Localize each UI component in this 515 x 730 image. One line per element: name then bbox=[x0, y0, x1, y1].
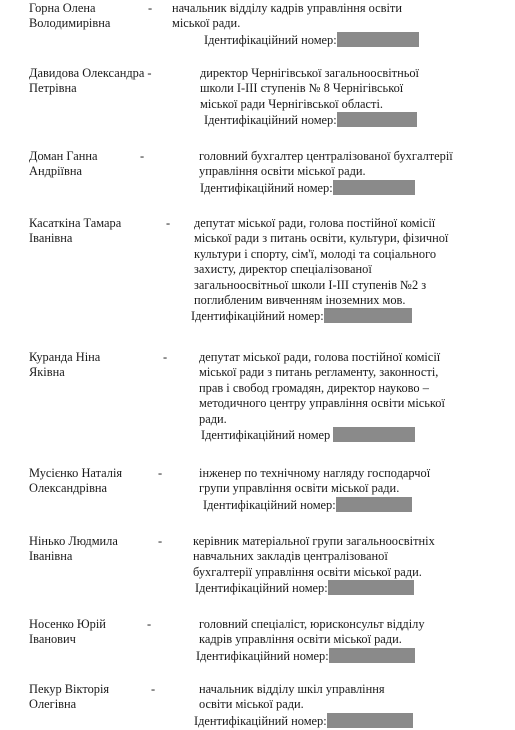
id-number-line bbox=[194, 713, 413, 729]
person-name bbox=[29, 682, 169, 713]
description-line: інженер по технічному нагляду господарчої bbox=[199, 466, 431, 480]
person-name bbox=[29, 350, 169, 381]
description-line: захисту, директор спеціалізованої bbox=[194, 262, 372, 277]
description-line: прав і свобод громадян, директор науково – bbox=[199, 380, 429, 395]
redaction-box bbox=[327, 713, 413, 728]
person-patronymic: Іванівна bbox=[29, 549, 73, 564]
id-number-label: Ідентифікаційний номер: bbox=[194, 713, 327, 728]
description-line: міської ради з питань регламенту, законності, bbox=[199, 365, 439, 380]
description-line: навчальних закладів централізованої bbox=[193, 549, 388, 564]
description-line: школи І-ІІІ ступенів № 8 Чернігівської bbox=[200, 81, 404, 96]
id-number-label: Ідентифікаційний номер: bbox=[200, 180, 333, 195]
id-number-line bbox=[196, 648, 425, 664]
person-patronymic: Андріївна bbox=[29, 164, 82, 179]
redaction-box bbox=[336, 497, 412, 512]
position-description bbox=[191, 216, 449, 325]
separator-dash: - bbox=[158, 534, 163, 548]
person-name bbox=[29, 149, 169, 180]
description-line: ради. bbox=[199, 411, 227, 426]
redaction-box bbox=[333, 427, 415, 442]
person-surname-given: Пекур Вікторія bbox=[29, 682, 110, 696]
person-surname-given: Куранда Ніна bbox=[29, 350, 101, 364]
separator-dash: - bbox=[151, 682, 156, 696]
position-description bbox=[193, 534, 435, 597]
description-line: поглибленим вивченням іноземних мов. bbox=[194, 293, 406, 308]
description-line: управління освіти міської ради. bbox=[199, 164, 366, 179]
redaction-box bbox=[324, 308, 412, 323]
redaction-box bbox=[337, 32, 419, 47]
description-line: начальник відділу шкіл управління bbox=[199, 682, 385, 696]
description-line: керівник матеріальної групи загальноосвітніх bbox=[193, 534, 435, 548]
person-surname-given: Давидова Олександра - bbox=[29, 66, 152, 80]
person-surname-given: Мусієнко Наталія bbox=[29, 466, 123, 480]
person-name bbox=[29, 216, 169, 247]
description-line: міської ради з питань освіти, культури, фізичної bbox=[194, 231, 449, 246]
position-description bbox=[172, 1, 419, 48]
person-surname-given: Носенко Юрій bbox=[29, 617, 106, 631]
person-name bbox=[29, 66, 169, 97]
person-name bbox=[29, 466, 169, 497]
id-number-label: Ідентифікаційний номер: bbox=[204, 32, 337, 47]
person-patronymic: Іванівна bbox=[29, 231, 73, 246]
person-name bbox=[29, 534, 169, 565]
description-line: головний бухгалтер централізованої бухгалтерії bbox=[199, 149, 453, 163]
person-surname-given: Горна Олена bbox=[29, 1, 96, 15]
id-number-line bbox=[199, 180, 453, 196]
description-line: освіти міської ради. bbox=[199, 697, 304, 712]
separator-dash: - bbox=[147, 617, 152, 631]
id-number-line bbox=[191, 308, 448, 324]
description-line: міської ради Чернігівської області. bbox=[200, 96, 384, 111]
id-number-line bbox=[200, 112, 419, 128]
person-patronymic: Олександрівна bbox=[29, 481, 108, 496]
description-line: бухгалтерії управління освіти міської ради. bbox=[193, 564, 422, 579]
separator-dash: - bbox=[148, 1, 153, 15]
position-description bbox=[199, 350, 445, 443]
position-description bbox=[199, 466, 430, 513]
description-line: депутат міської ради, голова постійної комісії bbox=[194, 216, 436, 230]
id-number-label: Ідентифікаційний номер bbox=[201, 428, 331, 443]
id-number-line bbox=[172, 32, 419, 48]
id-number-label: Ідентифікаційний номер: bbox=[195, 581, 328, 596]
redaction-box bbox=[328, 580, 414, 595]
separator-dash: - bbox=[163, 350, 168, 364]
id-number-label: Ідентифікаційний номер: bbox=[191, 309, 324, 324]
description-line: директор Чернігівської загальноосвітньої bbox=[200, 66, 420, 80]
description-line: кадрів управління освіти міської ради. bbox=[199, 632, 402, 647]
person-patronymic: Володимирівна bbox=[29, 16, 111, 31]
id-number-label: Ідентифікаційний номер: bbox=[203, 497, 336, 512]
id-number-line bbox=[193, 580, 435, 596]
position-description bbox=[199, 149, 453, 196]
id-number-line bbox=[199, 497, 430, 513]
description-line: групи управління освіти міської ради. bbox=[199, 481, 400, 496]
position-description bbox=[194, 682, 413, 729]
description-line: начальник відділу кадрів управління освіти bbox=[172, 1, 402, 15]
position-description bbox=[196, 617, 425, 664]
id-number-line bbox=[199, 427, 445, 443]
redaction-box bbox=[333, 180, 415, 195]
redaction-box bbox=[337, 112, 417, 127]
description-line: депутат міської ради, голова постійної комісії bbox=[199, 350, 441, 364]
separator-dash: - bbox=[158, 466, 163, 480]
description-line: культури і спорту, сім'ї, молоді та соціального bbox=[194, 246, 437, 261]
person-surname-given: Касаткіна Тамара bbox=[29, 216, 122, 230]
position-description bbox=[200, 66, 419, 129]
person-patronymic: Яківна bbox=[29, 365, 65, 380]
redaction-box bbox=[329, 648, 415, 663]
description-line: загальноосвітньої школи І-ІІІ ступенів №2 з bbox=[194, 277, 427, 292]
person-patronymic: Іванович bbox=[29, 632, 76, 647]
id-number-label: Ідентифікаційний номер: bbox=[204, 113, 337, 128]
separator-dash: - bbox=[166, 216, 171, 230]
id-number-label: Ідентифікаційний номер: bbox=[196, 648, 329, 663]
separator-dash: - bbox=[140, 149, 145, 163]
person-surname-given: Доман Ганна bbox=[29, 149, 98, 163]
person-patronymic: Олегівна bbox=[29, 697, 77, 712]
description-line: головний спеціаліст, юрисконсульт відділу bbox=[199, 617, 425, 631]
description-line: методичного центру управління освіти міської bbox=[199, 396, 445, 411]
person-surname-given: Нінько Людмила bbox=[29, 534, 118, 548]
person-patronymic: Петрівна bbox=[29, 81, 77, 96]
description-line: міської ради. bbox=[172, 16, 241, 31]
